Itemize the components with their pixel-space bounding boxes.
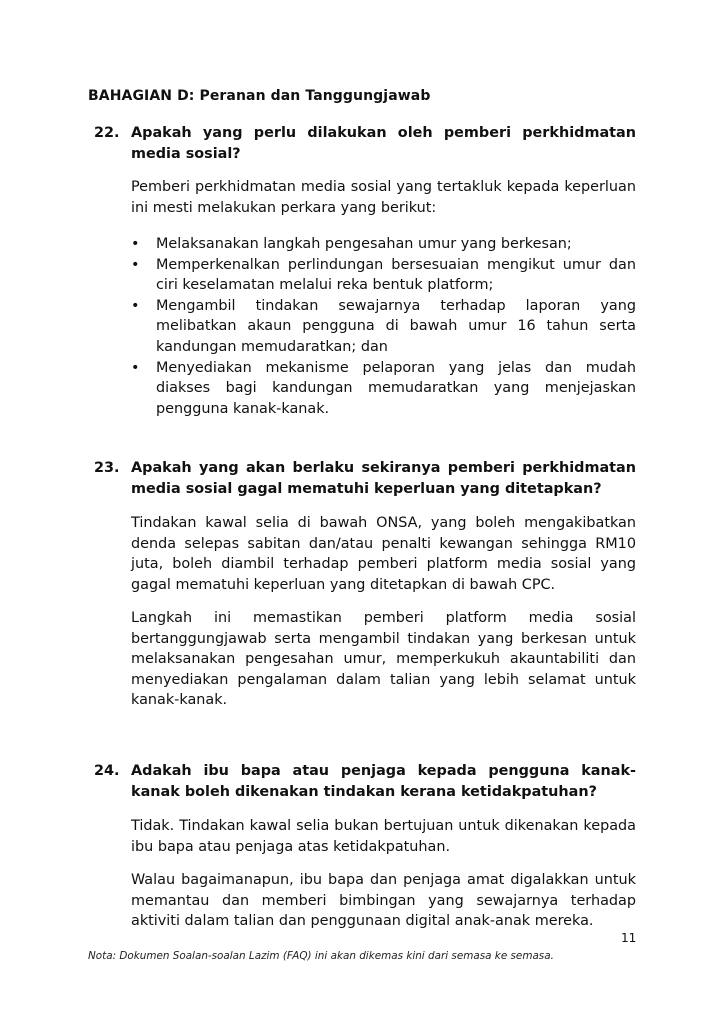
answer-paragraph: Tidak. Tindakan kawal selia bukan bertujuan untuk dikenakan kepada ibu bapa atau penjaga atas ketidakpatuhan. [131,818,636,855]
question-24 [94,761,636,803]
footnote: Nota: Dokumen Soalan-soalan Lazim (FAQ) ini akan dikemas kini dari semasa ke semasa. [88,950,554,962]
answer-paragraph: Tindakan kawal selia di bawah ONSA, yang boleh mengakibatkan denda selepas sabitan dan/atau penalti kewangan sehingga RM10 juta, boleh diambil terhadap pemberi platform media sosial yang gagal mematuhi keperluan yang ditetapkan di bawah CPC. [131,515,636,593]
question-text: Apakah yang akan berlaku sekiranya pemberi perkhidmatan media sosial gagal mematuhi keperluan yang ditetapkan? [131,460,636,497]
answer-paragraph: Langkah ini memastikan pemberi platform media sosial bertanggungjawab serta mengambil tindakan yang berkesan untuk melaksanakan pengesahan umur, memperkukuh akauntabiliti dan menyediakan pengalaman dalam talian yang lebih selamat untuk kanak-kanak. [131,610,636,709]
question-text: Apakah yang perlu dilakukan oleh pemberi perkhidmatan media sosial? [131,125,636,162]
page-number: 11 [621,931,637,945]
question-23 [94,458,636,500]
question-22 [94,123,636,165]
question-number: 24. [94,763,120,779]
question-number: 23. [94,460,120,476]
answer-bullet-list [131,234,636,419]
list-item: • Menyediakan mekanisme pelaporan yang jelas dan mudah diakses bagi kandungan memudaratkan yang menjejaskan pengguna kanak-kanak. [131,358,636,420]
section-heading: BAHAGIAN D: Peranan dan Tanggungjawab [88,88,431,104]
list-item: • Memperkenalkan perlindungan bersesuaian mengikut umur dan ciri keselamatan melalui reka bentuk platform; [131,255,636,296]
question-number: 22. [94,125,120,141]
list-item: • Mengambil tindakan sewajarnya terhadap laporan yang melibatkan akaun pengguna di bawah umur 16 tahun serta kandungan memudaratkan; dan [131,296,636,358]
answer-paragraph: Walau bagaimanapun, ibu bapa dan penjaga amat digalakkan untuk memantau dan memberi bimbingan yang sewajarnya terhadap aktiviti dalam talian dan penggunaan digital anak-anak mereka. [131,872,636,930]
question-text: Adakah ibu bapa atau penjaga kepada pengguna kanak-kanak boleh dikenakan tindakan kerana ketidakpatuhan? [131,763,636,800]
list-item: • Melaksanakan langkah pengesahan umur yang berkesan; [131,234,636,255]
answer-intro: Pemberi perkhidmatan media sosial yang tertakluk kepada keperluan ini mesti melakukan perkara yang berikut: [131,179,636,216]
